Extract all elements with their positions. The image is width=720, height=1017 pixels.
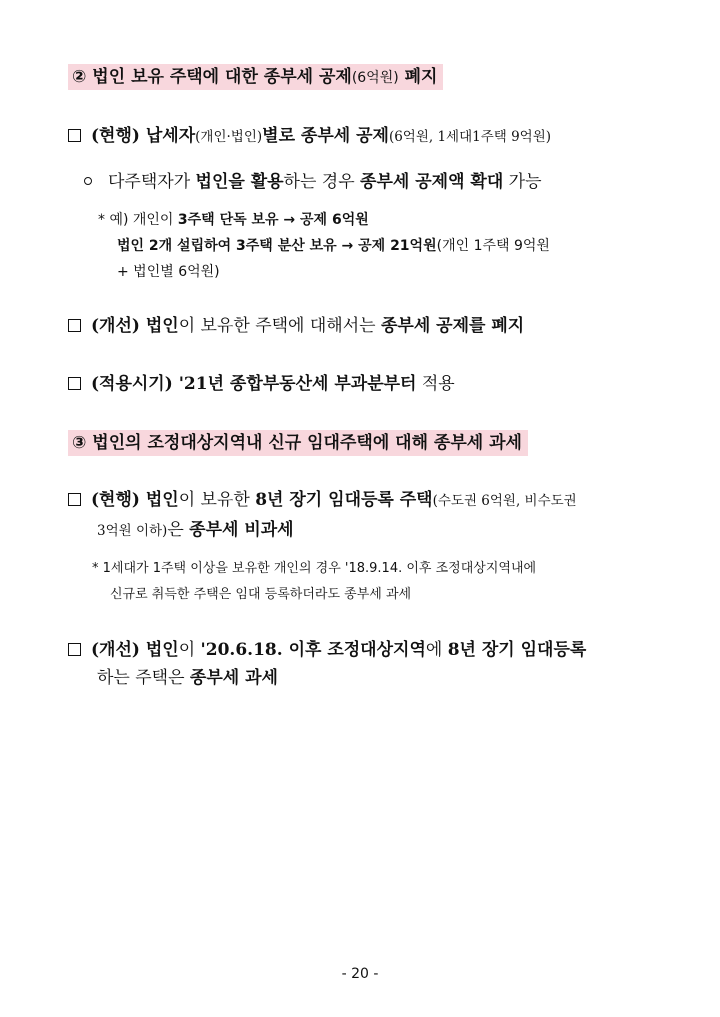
text: 하는 경우 <box>283 172 361 192</box>
timing-item <box>68 372 455 396</box>
page-number: - 20 - <box>341 966 379 982</box>
circle-bullet-icon <box>84 177 92 185</box>
heading-amount: (6억원) <box>351 70 399 86</box>
section-2-heading <box>68 64 443 90</box>
bold-text: 8년 장기 임대등록 주택 <box>255 490 433 510</box>
text: 예) 개인이 <box>105 212 178 228</box>
small-text: (수도권 6억원, 비수도권 <box>432 493 577 509</box>
item-small: (개인·법인) <box>195 129 263 145</box>
note-line-2 <box>110 582 411 608</box>
checkbox-square-icon <box>68 643 81 656</box>
item-label: (개선) <box>91 316 146 336</box>
heading-text: ③ 법인의 조정대상지역내 신규 임대주택에 대해 종부세 과세 <box>72 433 522 453</box>
bold-text: 종부세 비과세 <box>189 520 294 540</box>
text: 적용 <box>416 374 455 394</box>
item-label: (개선) <box>91 640 146 660</box>
heading-text: ② 법인 보유 주택에 대한 종부세 공제 <box>72 67 352 87</box>
text: 가능 <box>503 172 542 192</box>
sub-bullet-item <box>84 170 542 194</box>
bold-text: 종부세 공제액 확대 <box>360 172 504 192</box>
text: 이 <box>178 640 201 660</box>
bold-text: 3주택 단독 보유 → 공제 6억원 <box>177 212 369 228</box>
current-rule-item <box>68 124 551 149</box>
heading-text-end: 폐지 <box>398 67 438 87</box>
text: 에 <box>425 640 448 660</box>
asterisk: * <box>98 212 105 228</box>
improvement-item <box>68 314 524 338</box>
example-line-1 <box>98 208 369 232</box>
asterisk: * <box>92 561 99 576</box>
text: 신규로 취득한 주택은 임대 등록하더라도 종부세 과세 <box>110 587 412 602</box>
bold-text: 법인 <box>145 640 179 660</box>
checkbox-square-icon <box>68 319 81 332</box>
bold-text: 법인을 활용 <box>195 172 284 192</box>
section-3-heading <box>68 430 528 456</box>
item-bold: 별로 종부세 공제 <box>262 126 389 146</box>
text: 다주택자가 <box>108 172 196 192</box>
bold-text: 종부세 과세 <box>189 668 278 688</box>
bold-text: 법인 <box>145 490 179 510</box>
checkbox-square-icon <box>68 493 81 506</box>
section3-improvement-item <box>68 638 586 662</box>
bold-text: '20.6.18. 이후 조정대상지역 <box>200 640 426 660</box>
text: + 법인별 6억원) <box>117 264 220 280</box>
text: 하는 주택은 <box>97 668 190 688</box>
example-line-2 <box>117 234 550 258</box>
bold-text: 8년 장기 임대등록 <box>447 640 587 660</box>
text: 이 보유한 주택에 대해서는 <box>178 316 381 336</box>
section3-current-cont <box>97 518 294 543</box>
checkbox-square-icon <box>68 377 81 390</box>
bold-text: 법인 2개 설립하여 3주택 분산 보유 → 공제 21억원 <box>117 238 437 254</box>
example-line-3 <box>117 260 220 284</box>
section3-current-item <box>68 488 577 513</box>
section3-improvement-cont <box>97 666 278 690</box>
item-small: (6억원, 1세대1주택 9억원) <box>388 129 552 145</box>
small-text: 3억원 이하) <box>97 523 168 539</box>
item-label: (현행) <box>91 126 146 146</box>
item-bold: 납세자 <box>145 126 196 146</box>
text: 1세대가 1주택 이상을 보유한 개인의 경우 '18.9.14. 이후 조정대상지역내에 <box>98 561 537 576</box>
text: 이 보유한 <box>178 490 256 510</box>
text: 은 <box>167 520 190 540</box>
item-label: (현행) <box>91 490 146 510</box>
item-label: (적용시기) <box>91 374 179 394</box>
note-line-1 <box>92 556 536 582</box>
checkbox-square-icon <box>68 129 81 142</box>
text: (개인 1주택 9억원 <box>436 238 550 254</box>
bold-text: '21년 종합부동산세 부과분부터 <box>178 374 417 394</box>
bold-text: 법인 <box>145 316 179 336</box>
bold-text: 종부세 공제를 폐지 <box>380 316 525 336</box>
